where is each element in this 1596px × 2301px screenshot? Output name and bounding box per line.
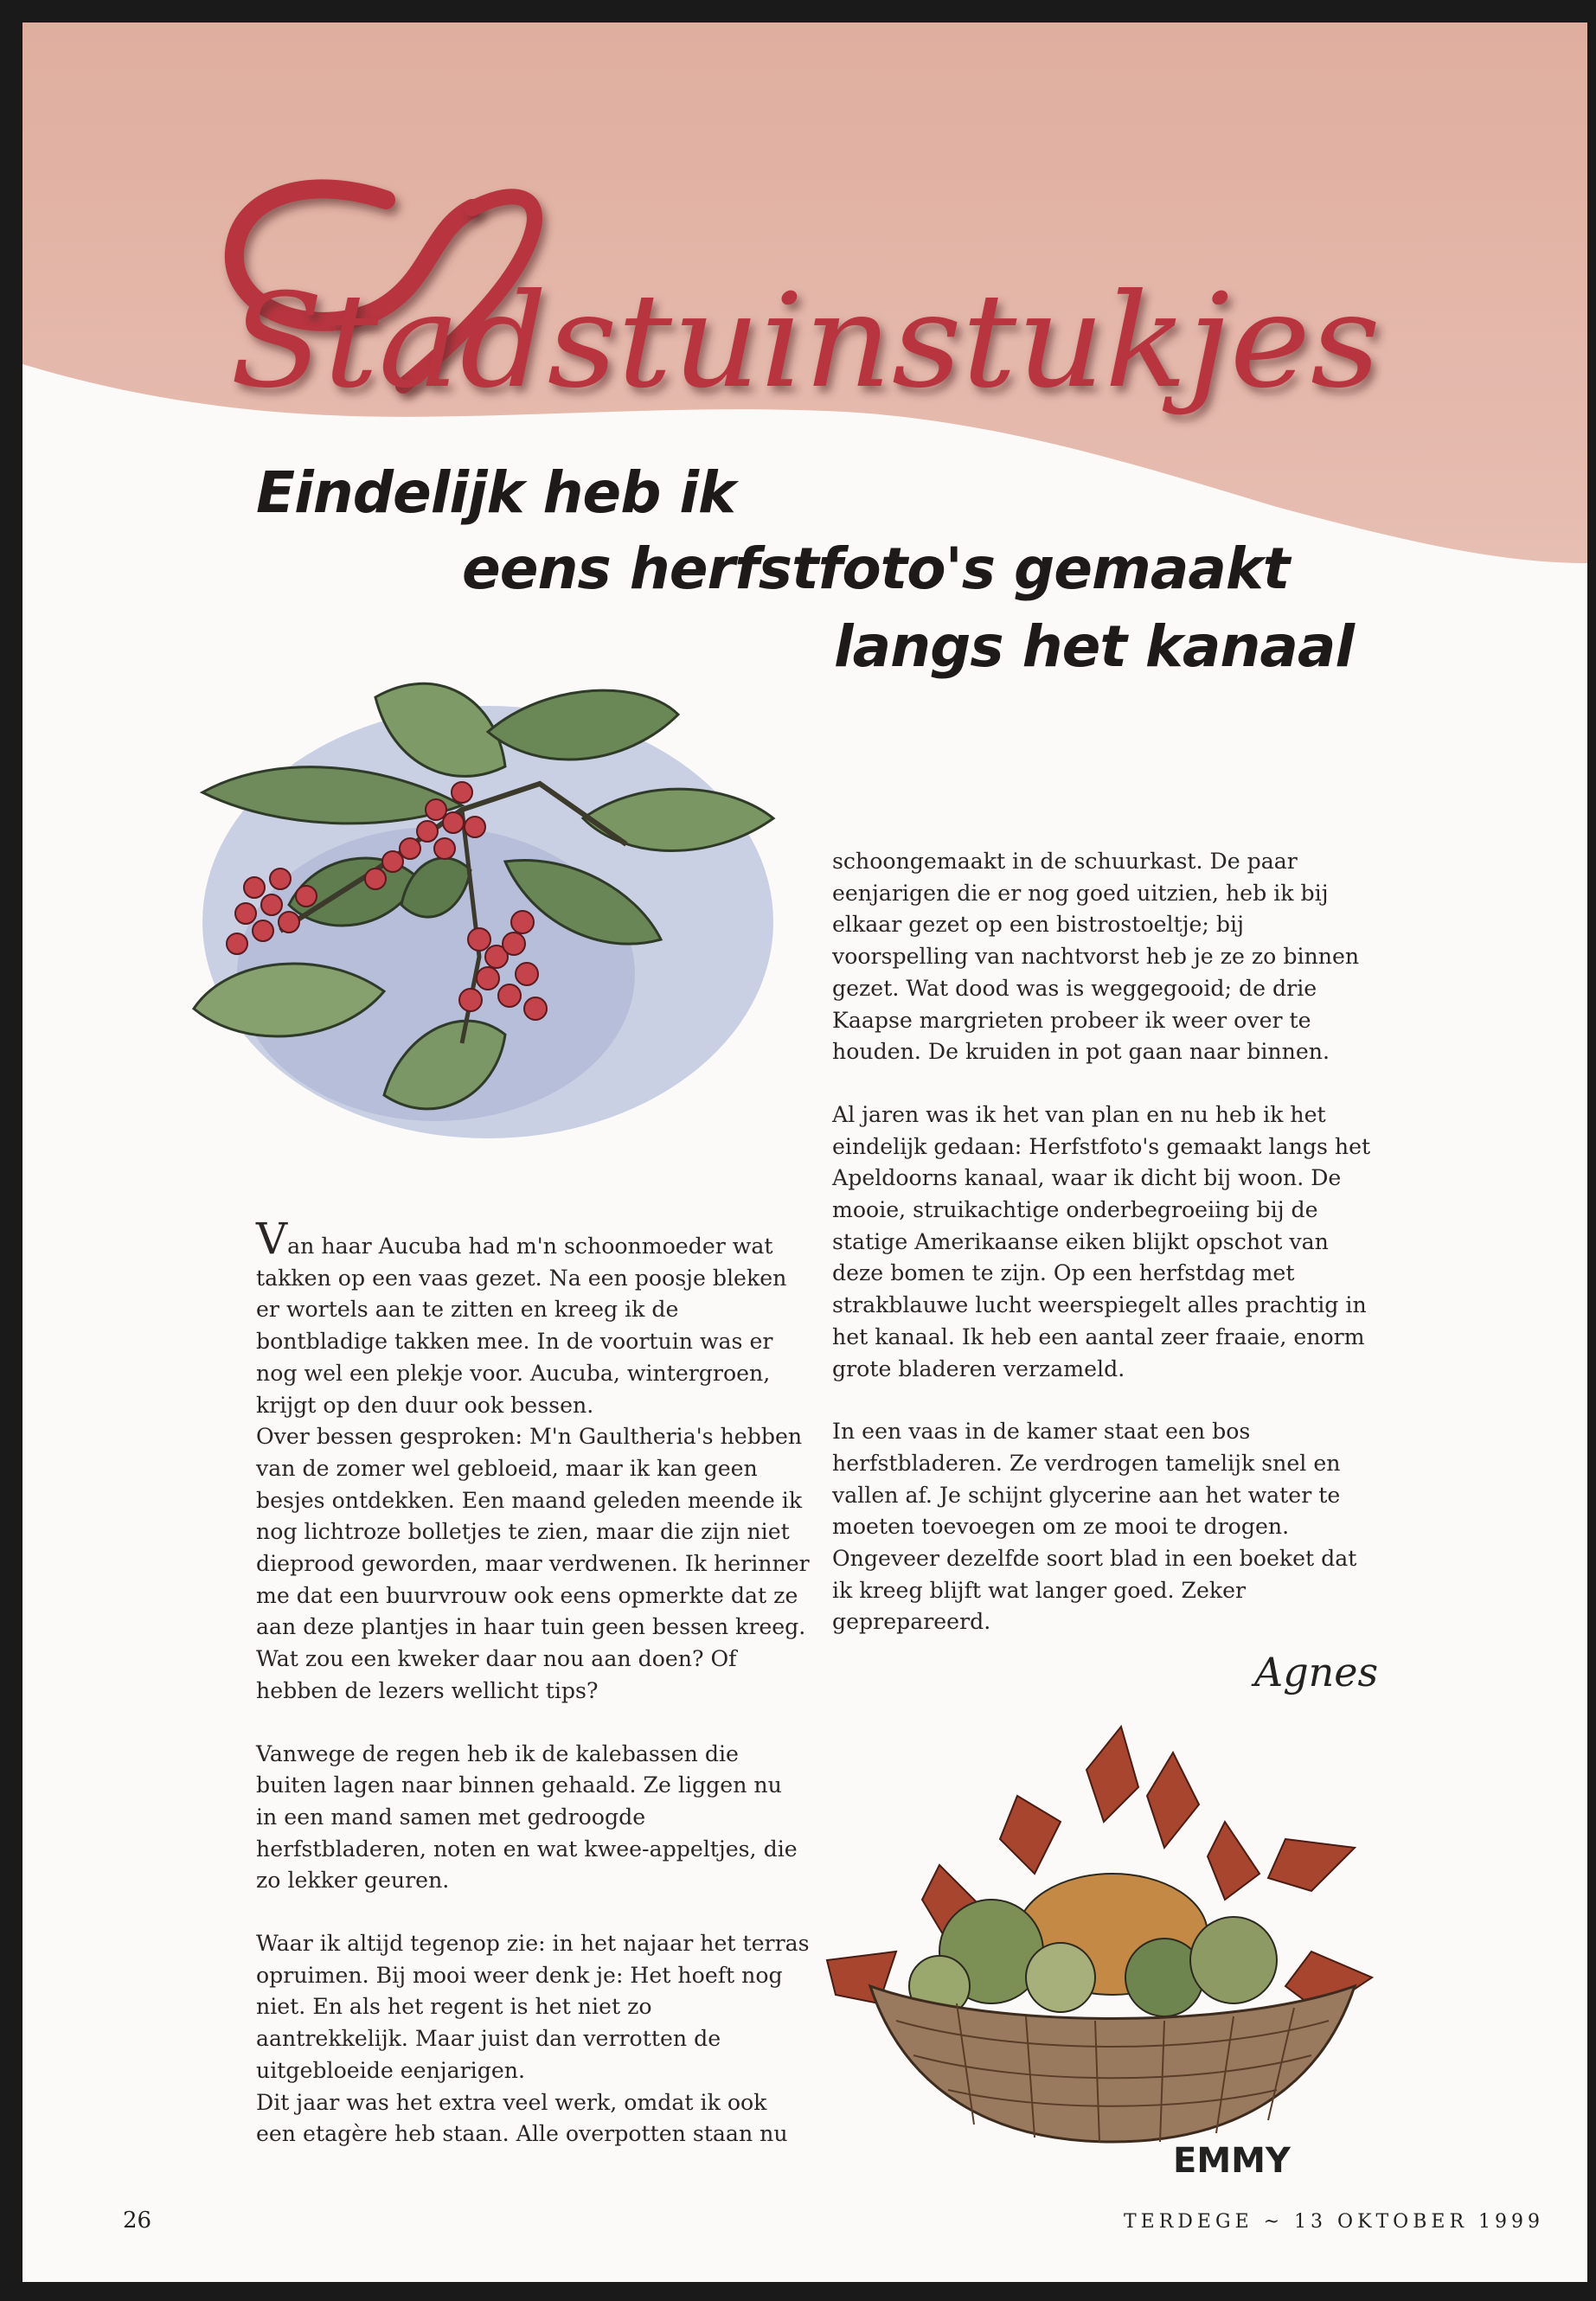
paragraph-text: an haar Aucuba had m'n schoonmoeder wat takken op een vaas gezet. Na een poosje bleken er wortels aan te zitten en kreeg ik de bontbladige takken mee. In de voortuin was er nog wel een plekje voor. Aucuba, wintergroen, krijgt op den duur ook bessen. <box>256 1234 787 1418</box>
paragraph: schoongemaakt in de schuurkast. De paar eenjarigen die er nog goed uitzien, heb ik bij elkaar gezet op een bistrostoeltje; bij voorspelling van nachtvorst heb je ze zo binnen gezet. Wat dood was is weggegooid; de drie Kaapse margrieten probeer ik weer over te houden. De kruiden in pot gaan naar binnen. <box>832 849 1360 1065</box>
paragraph: Over bessen gesproken: M'n Gaultheria's hebben van de zomer wel gebloeid, maar ik kan geen besjes ontdekken. Een maand geleden meende ik nog lichtroze bolletjes te zien, maar die zijn niet dieprood geworden, maar verdwenen. Ik herinner me dat een buurvrouw ook eens opmerkte dat ze aan deze plantjes in haar tuin geen bessen kreeg. Wat zou een kweker daar nou aan doen? Of hebben de lezers wellicht tips? <box>256 1424 810 1703</box>
title-graphic <box>22 22 1587 507</box>
left-column <box>256 1214 810 2150</box>
right-column <box>832 846 1377 1670</box>
subtitle-line-2: eens herfstfoto's gemaakt <box>462 535 1290 602</box>
subtitle-line-1: Eindelijk heb ik <box>256 459 735 526</box>
paragraph: Vanwege de regen heb ik de kalebassen die buiten lagen naar binnen gehaald. Ze liggen nu in een mand samen met gedroogde herfstbladeren, noten en wat kwee-appeltjes, die zo lekker geuren. <box>256 1740 798 1894</box>
subtitle-line-3: langs het kanaal <box>834 613 1355 680</box>
illustrator-signature: EMMY <box>1173 2141 1291 2181</box>
page-number: 26 <box>123 2208 152 2234</box>
paragraph: Waar ik altijd tegenop zie: in het najaar het terras opruimen. Bij mooi weer denk je: Het hoeft nog niet. En als het regent is het niet zo aantrekkelijk. Maar juist dan verrotten de uitgebloeide eenjarigen. <box>256 1931 810 2083</box>
drop-cap: V <box>256 1214 288 1264</box>
page-title: Stadstuinstukjes <box>230 266 1381 417</box>
paragraph: Al jaren was ik het van plan en nu heb ik het eindelijk gedaan: Herfstfoto's gemaakt langs het Apeldoorns kanaal, waar ik dicht bij woon. De mooie, struikachtige onderbegroeiing bij de statige Amerikaanse eiken blijkt opschot van deze bomen te zijn. Op een herfstdag met strakblauwe lucht weerspiegelt alles prachtig in het kanaal. Ik heb een aantal zeer fraaie, enorm grote bladeren verzameld. <box>832 1101 1371 1381</box>
magazine-page <box>22 22 1587 2282</box>
paragraph: Dit jaar was het extra veel werk, omdat ik ook een etagère heb staan. Alle overpotten staan nu <box>256 2089 788 2147</box>
paragraph <box>256 1214 810 1421</box>
author-signature: Agnes <box>1254 1649 1379 1695</box>
paragraph: In een vaas in de kamer staat een bos herfstbladeren. Ze verdrogen tamelijk snel en vallen af. Je schijnt glycerine aan het water te moeten toevoegen om ze mooi te drogen. Ongeveer dezelfde soort blad in een boeket dat ik kreeg blijft wat langer goed. Zeker geprepareerd. <box>832 1419 1357 1635</box>
publication-footer: TERDEGE ~ 13 OKTOBER 1999 <box>1124 2211 1544 2233</box>
aucuba-illustration <box>176 645 808 1190</box>
basket-illustration <box>801 1692 1424 2185</box>
